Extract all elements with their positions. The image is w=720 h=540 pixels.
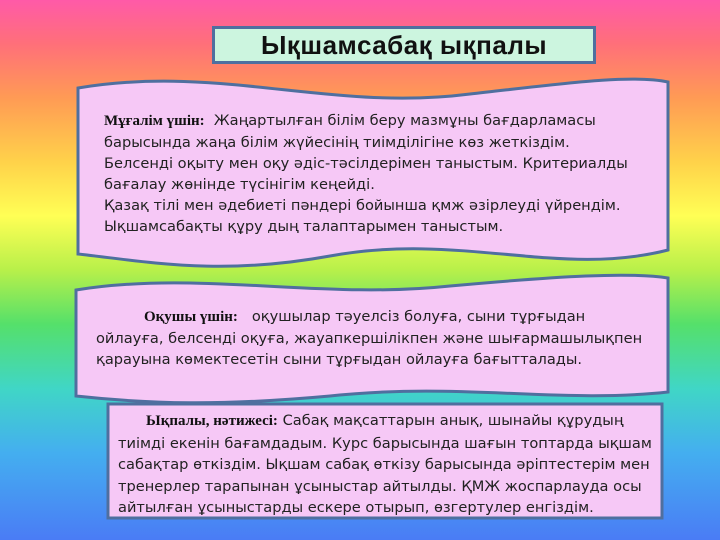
result-line-2: тиімді екенін бағамдадым. Курс барысында шағын топтарда ықшам xyxy=(118,434,652,452)
student-panel-text xyxy=(96,306,658,370)
result-panel-text xyxy=(118,410,658,519)
teacher-panel-text xyxy=(104,110,644,237)
teacher-line-6: Ықшамсабақты құру дың талаптарымен таныстым. xyxy=(104,218,504,235)
student-label: Оқушы үшін: xyxy=(144,309,238,325)
result-label: Ықпалы, нәтижесі: xyxy=(146,413,278,429)
teacher-line-5: Қазақ тілі мен әдебиеті пәндері бойынша қмж әзірлеуді үйрендім. xyxy=(104,197,621,214)
teacher-line-2: барысында жаңа білім жүйесінің тиімділігіне көз жеткіздім. xyxy=(104,134,570,151)
student-line-2: ойлауға, белсенді оқуға, жауапкершілікпен және шығармашылықпен xyxy=(96,330,643,347)
student-line-1: оқушылар тәуелсіз болуға, сыни тұрғыдан xyxy=(251,308,586,325)
teacher-line-4: бағалау жөнінде түсінігім кеңейді. xyxy=(104,176,375,193)
result-line-4: тренерлер тарапынан ұсыныстар айтылды. ҚМЖ жоспарлауда осы xyxy=(118,477,642,495)
teacher-label: Мұғалім үшін: xyxy=(104,113,205,129)
result-line-3: сабақтар өткіздім. Ықшам сабақ өткізу барысында әріптестерім мен xyxy=(118,456,650,473)
result-line-1: Сабақ мақсаттарын анық, шынайы құрудың xyxy=(282,412,624,429)
teacher-line-3: Белсенді оқыту мен оқу әдіс-тәсілдерімен таныстым. Критериалды xyxy=(104,155,628,172)
slide-title: Ықшамсабақ ықпалы xyxy=(212,26,596,64)
teacher-line-1: Жаңартылған білім беру мазмұны бағдарламасы xyxy=(213,112,596,129)
student-line-3: қарауына көмектесетін сыни тұрғыдан ойлауға бағытталады. xyxy=(96,351,583,368)
result-line-5: айтылған ұсыныстарды ескере отырып, өзгертулер енгіздім. xyxy=(118,499,594,516)
